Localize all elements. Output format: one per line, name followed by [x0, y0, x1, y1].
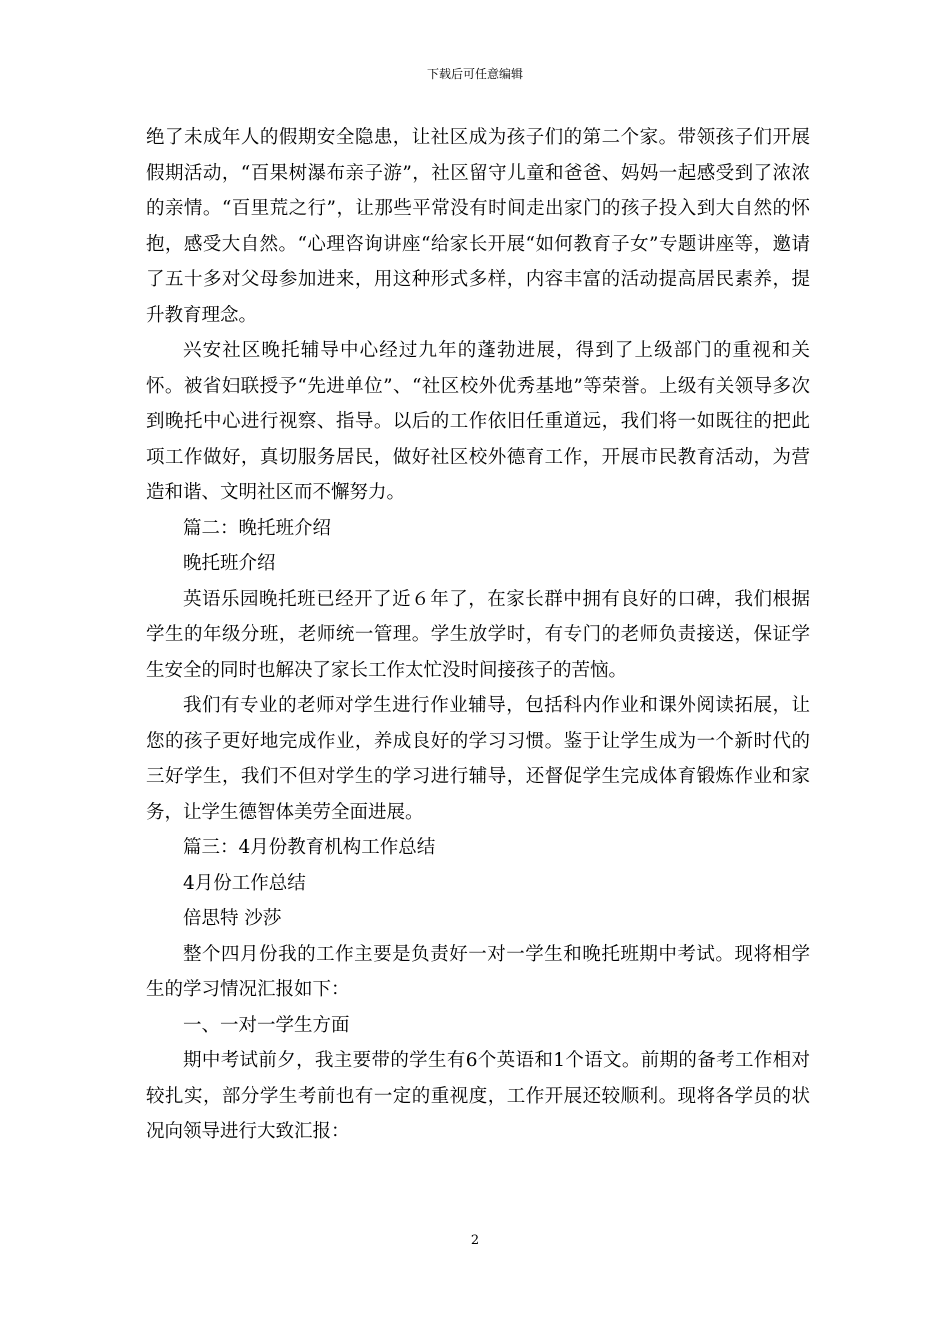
paragraph: 兴安社区晚托辅导中心经过九年的蓬勃进展，得到了上级部门的重视和关怀。被省妇联授予“先进单位”、“社区校外优秀基地”等荣誉。上级有关领导多次到晚托中心进行视察、指导。以后的工作依旧任重道远，我们将一如既往的把此项工作做好，真切服务居民，做好社区校外德育工作，开展市民教育活动，为营造和谐、文明社区而不懈努力。 — [146, 340, 810, 503]
section-title: 4月份工作总结 — [183, 872, 306, 894]
author-line: 倍思特 沙莎 — [183, 908, 282, 929]
subheading: 一、一对一学生方面 — [183, 1014, 350, 1036]
section-heading: 篇二：晚托班介绍 — [183, 517, 332, 539]
paragraph: 期中考试前夕，我主要带的学生有6个英语和1个语文。前期的备考工作相对较扎实，部分学生考前也有一定的重视度，工作开展还较顺利。现将各学员的状况向领导进行大致汇报： — [146, 1050, 810, 1142]
paragraph-continued: 绝了未成年人的假期安全隐患，让社区成为孩子们的第二个家。带领孩子们开展假期活动，“百果树瀑布亲子游”，社区留守儿童和爸爸、妈妈一起感受到了浓浓的亲情。“百里荒之行”，让那些平常没有时间走出家门的孩子投入到大自然的怀抱，感受大自然。“心理咨询讲座“给家长开展“如何教育子女”专题讲座等，邀请了五十多对父母参加进来，用这种形式多样，内容丰富的活动提高居民素养，提升教育理念。 — [146, 127, 810, 326]
section-title: 晚托班介绍 — [183, 553, 276, 574]
paragraph: 我们有专业的老师对学生进行作业辅导，包括科内作业和课外阅读拓展，让您的孩子更好地完成作业，养成良好的学习习惯。鉴于让学生成为一个新时代的三好学生，我们不但对学生的学习进行辅导，还督促学生完成体育锻炼作业和家务，让学生德智体美劳全面进展。 — [146, 695, 810, 823]
document-body — [146, 120, 810, 1150]
page-header: 下载后可任意编辑 — [426, 67, 523, 81]
page-number: 2 — [470, 1233, 480, 1248]
paragraph: 整个四月份我的工作主要是负责好一对一学生和晚托班期中考试。现将相学生的学习情况汇报如下： — [146, 943, 810, 1000]
section-heading: 篇三：4月份教育机构工作总结 — [183, 837, 436, 858]
paragraph: 英语乐园晚托班已经开了近６年了，在家长群中拥有良好的口碑，我们根据学生的年级分班，老师统一管理。学生放学时，有专门的老师负责接送，保证学生安全的同时也解决了家长工作太忙没时间接孩子的苦恼。 — [146, 588, 810, 681]
